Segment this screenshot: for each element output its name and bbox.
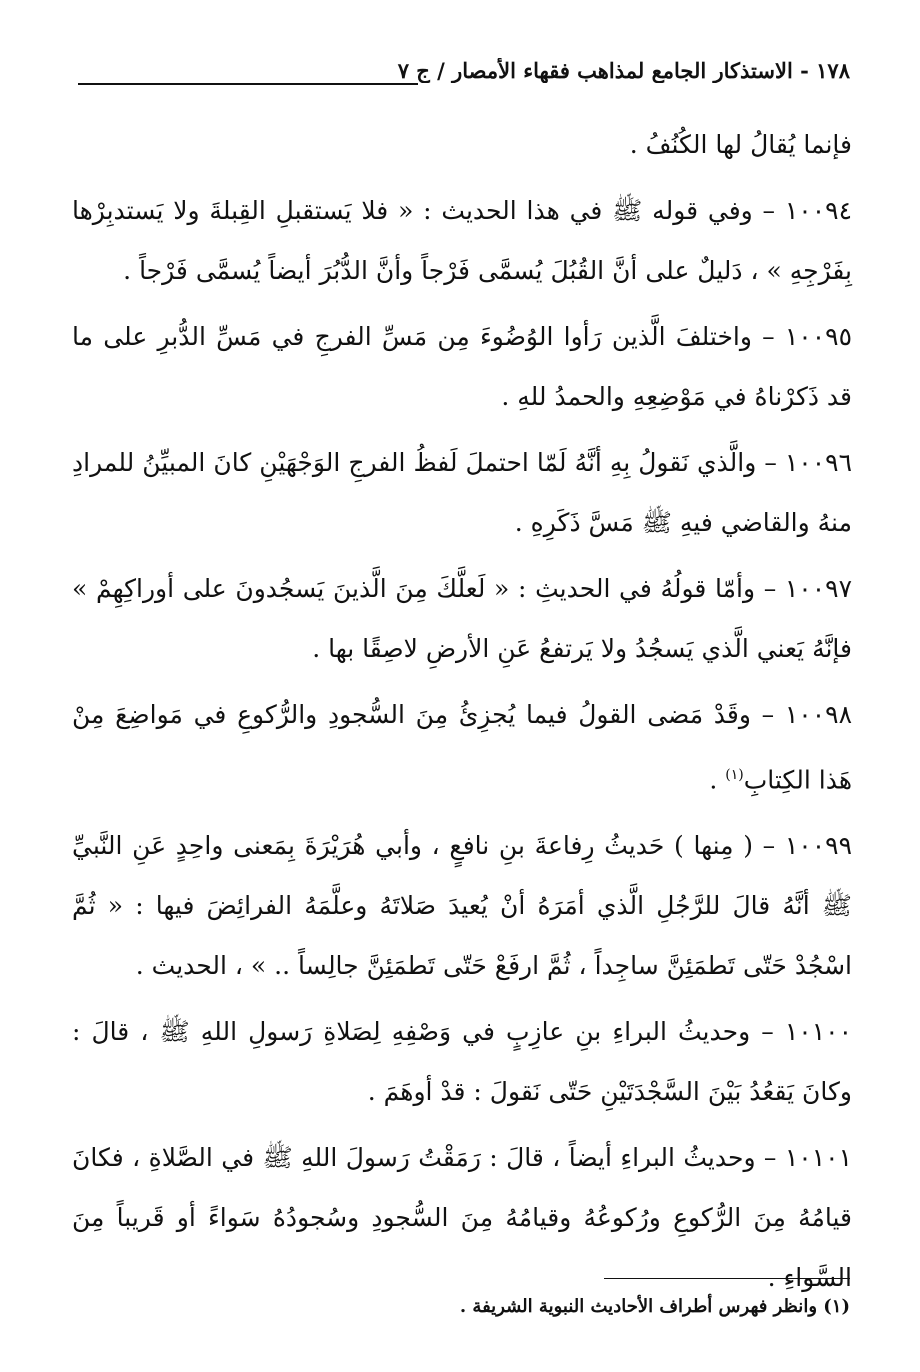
footnote-marker: (١) (725, 767, 744, 783)
paragraph-number: ١٠٠٩٤ (784, 196, 852, 225)
paragraph-text: – وقَدْ مَضى القولُ فيما يُجزِئُ مِنَ السُّجودِ والرُّكوعِ في مَواضِعَ مِنْ هَذا الكِتابِ (72, 700, 852, 795)
footnote: (١) وانظر فهرس أطراف الأحاديث النبوية الشريفة . (459, 1296, 850, 1317)
paragraph-number: ١٠٠٩٩ (784, 831, 852, 861)
paragraph-number: ١٠٠٩٦ (784, 448, 852, 477)
paragraph-number: ١٠٠٩٨ (784, 700, 852, 729)
paragraph-text: – والَّذي نَقولُ بِهِ أنَّهُ لَمّا احتملَ لَفظُ الفرجِ الوَجْهَيْنِ كانَ المبيِّنُ للمرادِ منهُ والقاضي فيهِ ﷺ مَسَّ ذَكَرِهِ . (72, 448, 852, 537)
paragraph-text: – وحديثُ البراءِ أيضاً ، قالَ : رَمَقْتُ رَسولَ اللهِ ﷺ في الصَّلاةِ ، فكانَ قيامُهُ مِنَ الرُّكوعِ ورُكوعُهُ وقيامُهُ مِنَ السُّجودِ وسُجودُهُ سَواءً أو قَريباً مِنَ السَّواءِ . (72, 1143, 852, 1293)
paragraph-number: ١٠١٠٠ (784, 1017, 852, 1047)
paragraph-text: – ( مِنها ) حَديثُ رِفاعةَ بنِ نافعٍ ، وأبي هُرَيْرَةَ بِمَعنى واحِدٍ عَنِ النَّبيِّ ﷺ أنَّهُ قالَ للرَّجُلِ الَّذي أمَرَهُ أنْ يُعيدَ صَلاتَهُ وعلَّمَهُ الفرائِضَ فيها : « ثُمَّ اسْجُدْ حَتّى تَطمَئِنَّ ساجِداً ، ثُمَّ ارفَعْ حَتّى تَطمَئِنَّ جالِساً .. » ، الحديث . (72, 831, 852, 981)
paragraph-10098 (72, 685, 852, 810)
paragraph-text: – وحديثُ البراءِ بنِ عازِبٍ في وَصْفِهِ لِصَلاةِ رَسولِ اللهِ ﷺ ، قالَ : وكانَ يَقعُدُ بَيْنَ السَّجْدَتَيْنِ حَتّى نَقولَ : قدْ أوهَمَ . (72, 1017, 852, 1107)
header-rule (78, 83, 418, 85)
intro-line: فإنما يُقالُ لها الكُنُفُ . (629, 130, 852, 159)
paragraph-10095 (72, 307, 852, 427)
paragraph-10097 (72, 559, 852, 679)
paragraph-text: – وأمّا قولُهُ في الحديثِ : « لَعلَّكَ مِنَ الَّذينَ يَسجُدونَ على أوراكِهِمْ » فإنَّهُ يَعني الَّذي يَسجُدُ ولا يَرتفعُ عَنِ الأرضِ لاصِقًا بها . (72, 574, 852, 663)
paragraph-10096 (72, 433, 852, 553)
paragraph-tail: . (709, 765, 726, 795)
paragraph-text: – واختلفَ الَّذين رَأوا الوُضُوءَ مِن مَسِّ الفرجِ في مَسِّ الدُّبرِ على ما قد ذَكرْناهُ في مَوْضِعِهِ والحمدُ للهِ . (72, 322, 852, 411)
paragraph-text: – وفي قوله ﷺ في هذا الحديث : « فلا يَستقبلِ القِبلةَ ولا يَستدبِرْها بِفَرْجِهِ » ، دَليلٌ على أنَّ القُبُلَ يُسمَّى فَرْجاً وأنَّ الدُّبُرَ أيضاً يُسمَّى فَرْجاً . (72, 196, 852, 285)
paragraph-10100 (72, 1002, 852, 1122)
body-text (72, 115, 852, 1314)
paragraph-10101 (72, 1128, 852, 1308)
running-header: ١٧٨ - الاستذكار الجامع لمذاهب فقهاء الأمصار / ج ٧ (397, 58, 850, 83)
paragraph-number: ١٠٠٩٥ (784, 322, 852, 351)
paragraph-10094 (72, 181, 852, 301)
paragraph-number: ١٠٠٩٧ (784, 574, 852, 603)
footnote-rule (604, 1278, 850, 1279)
paragraph-10099 (72, 816, 852, 996)
paragraph-number: ١٠١٠١ (784, 1143, 852, 1173)
